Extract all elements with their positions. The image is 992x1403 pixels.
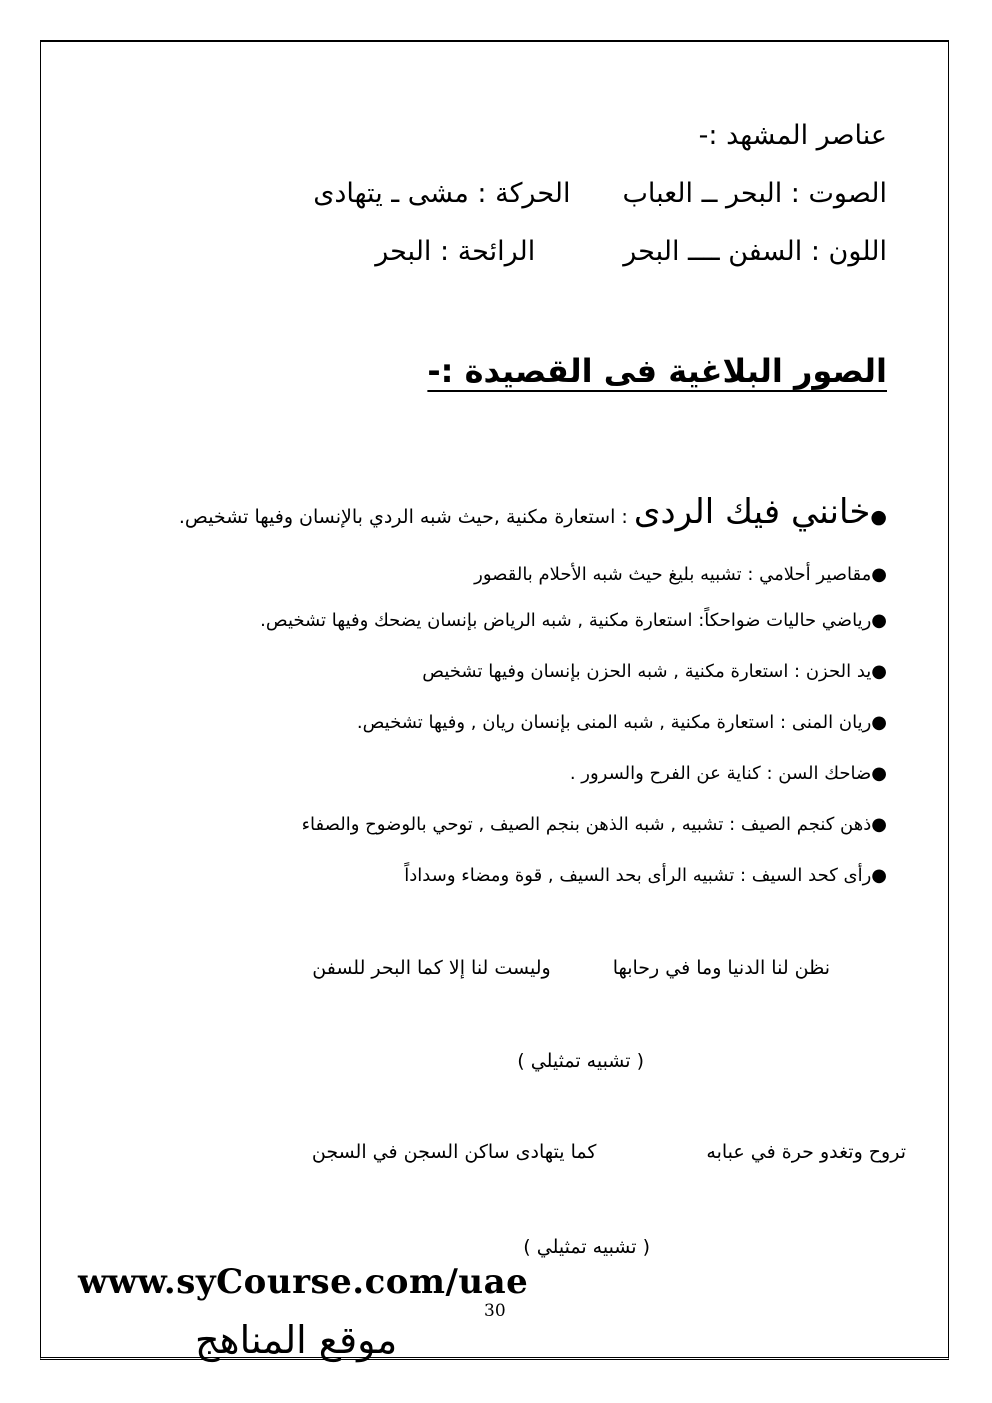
bullet-1-phrase: خانني فيك الردى xyxy=(633,492,871,532)
bullet-7-text: ذهن كنجم الصيف : تشبيه , شبه الذهن بنجم الصيف , توحي بالوضوح والصفاء xyxy=(301,814,872,835)
bullet-2 xyxy=(474,564,887,585)
bullet-dot: ● xyxy=(870,506,887,528)
scene-elements-title: عناصر المشهد :- xyxy=(698,120,887,151)
bullet-3-text: رياضي حاليات ضواحكاً: استعارة مكنية , شبه الرياض بإنسان يضحك وفيها تشخيص. xyxy=(260,610,872,631)
website-url: www.syCourse.com/uae xyxy=(78,1262,529,1302)
bullet-6 xyxy=(570,763,887,784)
verse-1-note: ( تشبيه تمثيلي ) xyxy=(517,1050,644,1072)
bullet-dot: ● xyxy=(871,865,887,886)
scene-row-2 xyxy=(375,236,887,267)
bullet-6-text: ضاحك السن : كناية عن الفرح والسرور . xyxy=(569,763,872,784)
scene-sound: الصوت : البحر ــ العباب xyxy=(622,178,887,209)
verse-1-first-hemistich: نظن لنا الدنيا وما في رحابها xyxy=(612,957,830,979)
bullet-4-text: يد الحزن : استعارة مكنية , شبه الحزن بإنسان وفيها تشخيص xyxy=(422,661,872,682)
verse-2 xyxy=(312,1141,906,1163)
scene-row-1 xyxy=(313,178,887,209)
scene-smell: الرائحة : البحر xyxy=(375,236,536,267)
bullet-1 xyxy=(179,492,887,532)
verse-2-second-hemistich: كما يتهادى ساكن السجن في السجن xyxy=(311,1141,597,1163)
bullet-dot: ● xyxy=(871,564,887,585)
bullet-dot: ● xyxy=(871,712,887,733)
site-name-watermark: موقع المناهج xyxy=(195,1318,398,1362)
rhetorical-images-heading: الصور البلاغية فى القصيدة :- xyxy=(427,352,887,390)
verse-2-note: ( تشبيه تمثيلي ) xyxy=(523,1236,650,1258)
bullet-8-text: رأى كحد السيف : تشبيه الرأى بحد السيف , قوة ومضاء وسداداً xyxy=(404,865,872,886)
bullet-2-text: مقاصير أحلامي : تشبيه بليغ حيث شبه الأحلام بالقصور xyxy=(474,564,872,585)
bullet-dot: ● xyxy=(871,610,887,631)
bullet-5 xyxy=(357,712,887,733)
scene-movement: الحركة : مشى ـ يتهادى xyxy=(313,178,571,209)
verse-2-first-hemistich: تروح وتغدو حرة في عبابه xyxy=(706,1141,906,1163)
verse-1-second-hemistich: وليست لنا إلا كما البحر للسفن xyxy=(312,957,551,979)
bullet-5-text: ريان المنى : استعارة مكنية , شبه المنى بإنسان ريان , وفيها تشخيص. xyxy=(356,712,872,733)
bullet-dot: ● xyxy=(871,814,887,835)
verse-1 xyxy=(312,957,830,979)
bullet-dot: ● xyxy=(871,763,887,784)
scene-color: اللون : السفن ــــ البحر xyxy=(623,236,887,267)
bullet-dot: ● xyxy=(871,661,887,682)
bullet-8 xyxy=(404,865,887,886)
bullet-7 xyxy=(302,814,887,835)
bullet-4 xyxy=(422,661,887,682)
page-number: 30 xyxy=(484,1301,506,1321)
bullet-3 xyxy=(260,610,887,631)
bullet-1-explanation: : استعارة مكنية ,حيث شبه الردي بالإنسان وفيها تشخيص. xyxy=(178,506,634,528)
